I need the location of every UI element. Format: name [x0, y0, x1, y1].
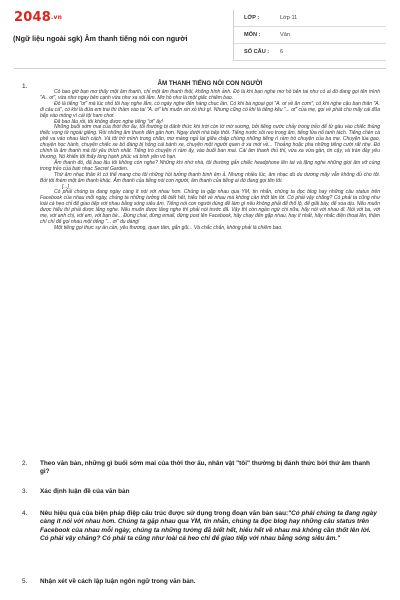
page-header: [0, 0, 400, 62]
question-text: Theo văn bản, những gì buổi sớm mai của thời thơ ấu, nhân vật "tôi" thường bị đánh thức bởi thứ âm thanh gì?: [40, 460, 370, 476]
meta-value: Văn: [280, 32, 290, 38]
question-number: 2.: [22, 460, 28, 467]
question-lead: Nêu hiệu quả của biện pháp điệp cấu trúc được sử dụng trong đoạn văn bản sau:: [40, 510, 289, 517]
question-quote: "Có phải chúng ta đang ngày càng ít nói với nhau hơn. Chúng ta gặp nhau qua YM, tin nhắn, chúng ta đọc blog hay những câu status trên Facebook của nhau mỗi ngày, chúng ta những tưởng đã biết hết, hiểu hết về nhau mà không cần thốt lên lời. Có phải vậy chăng? Có phải ta cũng như loài cá heo chỉ để giao tiếp với nhau bằng sóng siêu âm.": [40, 510, 377, 543]
meta-value: Lớp 11: [280, 15, 298, 21]
meta-label: MÔN :: [244, 32, 261, 38]
question-number: 1.: [22, 83, 28, 90]
question-text: Xác định luận đề của văn bản: [40, 488, 130, 495]
logo-main: 2048: [14, 10, 51, 25]
question-number: 5.: [22, 578, 28, 585]
passage-paragraph: Đã bao lâu rồi, tôi không được nghe tiếng "ơi" ấy!: [54, 118, 163, 125]
header-divider: [14, 68, 386, 69]
meta-row-subject: [234, 27, 386, 44]
passage-paragraph: Đó là tiếng "ơi" mà lúc nhỏ tôi hay nghe lắm, có ngày nghe đến hàng chục lần. Có khi bà ngoại gọi "A. ơi về ăn cơm", có khi nghe cậu bạn thân "A. đi câu cá", có khi là đứa em trai thì thầm vào tai "A. ơi" khi muốn xin xỏ thứ gì. Nhưng cũng có khi là tiếng kêu "... ơi" của mẹ, gọi về phát cho mấy cái đũa bếp vào mông vì cái tội ham chơi.: [40, 100, 380, 119]
passage-title: ÂM THANH TIẾNG NÓI CON NGƯỜI: [157, 80, 263, 87]
document-title: (Ngữ liệu ngoài sgk) Âm thanh tiếng nói con người: [13, 34, 188, 43]
logo-suffix: .vn: [50, 14, 63, 21]
site-logo[interactable]: [14, 10, 62, 25]
meta-value: 6: [280, 49, 284, 55]
question-number: 4.: [22, 510, 28, 517]
question-text: [40, 510, 380, 544]
meta-row-grade: [234, 10, 386, 27]
question-text: Nhận xét về cách lập luận ngôn ngữ trong văn bản.: [40, 578, 196, 585]
passage-paragraph: Có phải chúng ta đang ngày càng ít nói với nhau hơn. Chúng ta gặp nhau qua YM, tin nhắn, chúng ta đọc blog hay những câu status trên Facebook của nhau mỗi ngày, chúng ta những tưởng đã biết hết, hiểu hết về nhau mà không cần thốt lên lời. Có phải vậy chăng? Có phải ta cũng như loài cá heo chỉ để giao tiếp với nhau bằng sóng siêu âm. Tiếng nói con người dùng để làm gì nếu không phải để thổ lộ, để giãi bày, để xoa dịu. Nếu muốn được hiểu thì phải được lắng nghe. Nếu muốn được lắng nghe thì phải nói trước đã. Vậy thì còn ngần ngừ chi nữa, hãy nói với nhau đi. Nói với ba, với mẹ, với anh chị, với em, với bạn bè... Đừng chat, đừng email, đừng post lên Facebook, hãy chạy đến gặp nhau, hay ít nhất, hãy nhấc điện thoại lên, thậm chí chỉ để gọi nhau một tiếng "... ơi" du dàng!: [40, 189, 380, 225]
meta-label: SỐ CÂU :: [244, 49, 270, 55]
meta-table: [233, 10, 386, 61]
passage-paragraph: Có bao giờ bạn mơ thấy một âm thanh, chỉ một âm thanh thôi, không hình ảnh. Đó là khi bạn nghe mơ hồ bên tai như có ai đó đang gọi tên mình "A.. ơi", vừa như ngay bên cạnh vừa như xa xôi lắm. Mơ hồ như là một giấc chiêm bao.: [40, 89, 380, 101]
passage-paragraph: Thứ âm nhạc thân kì có thể mang cho tôi những hồi tưởng thanh bình êm ả. Nhưng nhiều lúc, âm nhạc dù du dương mấy vẫn không đủ cho tôi. Bởi tôi thèm một âm thanh khác. Âm thanh của tiếng nói con người, âm thanh của tiếng ai đó đang gọi tên tôi.: [40, 171, 380, 184]
meta-label: LỚP :: [244, 15, 260, 21]
passage-paragraph: Những buổi sớm mai của thời thơ ấu, tôi thường bị đánh thức khi trời còn tờ mờ sương, bởi tiếng nước chảy trong trẻo để từ gàu vào chiếc thùng thiếc vọng từ ngoài giếng. Rồi những âm thanh đến gần hơn. Ngay dưới nhà bếp thôi. Tiếng nước sôi reo trong ấm, tiếng lửa nổ tanh tách. Tiếng chén cà phê va vào nhau lách cách. Và tôi trở mình trong chăn, mơ màng ngủ lại giữa chập chừng những tiếng rì rầm trò chuyện của ba mẹ. Chuyện lúa gạo, chuyện học hành, chuyện chiếc xe bỏ đàng bị hỏng cái bánh xe, chuyện một người quen ở xa mới về... Thoảng hoặc pha những tiếng cười rất nhẹ. Đó chính là âm thanh mà tôi yêu thích nhất. Tiếng trò chuyện rì rầm ấy, vào buổi ban mai. Cái âm thanh thủ thỉ, vừa xa vừa gần, tin cậy, và tràn đầy yêu thương. Nó khiến tôi thấy lòng hạnh phúc và bình yên vô hạn.: [40, 124, 380, 160]
passage-paragraph: Một tiếng gọi thực sự ân cần, yêu thương, quan tâm, gắn gũi... Và chắc chắn, không phải là chiêm bao.: [54, 224, 283, 231]
reading-passage: [40, 90, 380, 232]
question-number: 3.: [22, 488, 28, 495]
passage-ellipsis: [...]: [62, 183, 69, 190]
passage-paragraph: Âm thanh đó, đã bao lâu tôi không còn nghe? Những khi nhớ nhà, tôi thường gắn chiếc headphone lên tai và lặng nghe những giọt âm vỡ cùng trong trẻo của ban nhạc Secret Garden.: [40, 159, 380, 172]
meta-row-count: [234, 44, 386, 61]
